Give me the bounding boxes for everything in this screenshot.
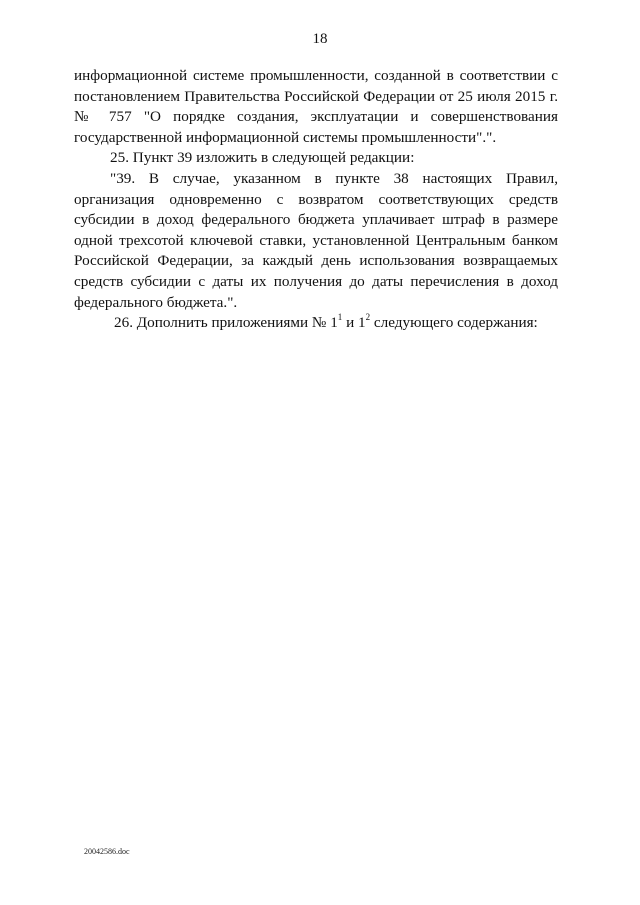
item-26-text: [74, 313, 558, 334]
paragraph-line: № 757 "О порядке создания, эксплуатации и совершенствования: [74, 108, 558, 126]
item-39-line: средств субсидии с даты их получения до даты перечисления в доход: [74, 272, 558, 290]
paragraph-line: постановлением Правительства Российской Федерации от 25 июля 2015 г.: [74, 87, 558, 105]
item-39-line: Российской Федерации, за каждый день использования возвращаемых: [74, 252, 558, 270]
item-26-middle: и 1: [342, 314, 366, 332]
item-39-line: субсидии в доход федерального бюджета уплачивает штраф в размере: [74, 211, 558, 229]
paragraph-line: государственной информационной системы промышленности".".: [74, 128, 497, 146]
superscript: 1: [337, 312, 343, 323]
paragraph-line: информационной системе промышленности, созданной в соответствии с: [74, 67, 558, 84]
item-26-suffix: следующего содержания:: [370, 314, 538, 332]
item-26-prefix: 26. Дополнить приложениями № 1: [114, 314, 338, 332]
superscript: 2: [365, 312, 371, 323]
item-39-line: организация одновременно с возвратом соответствующих средств: [74, 190, 558, 208]
page-number: 18: [312, 31, 328, 47]
item-25-text: 25. Пункт 39 изложить в следующей редакции:: [110, 149, 415, 167]
footer-filename: 20042586.doc: [84, 847, 130, 856]
document-body: [74, 66, 558, 334]
item-39-line: федерального бюджета.".: [74, 293, 238, 311]
item-39-line: одной трехсотой ключевой ставки, установленной Центральным банком: [74, 231, 558, 249]
item-39-line: "39. В случае, указанном в пункте 38 настоящих Правил,: [110, 169, 558, 187]
